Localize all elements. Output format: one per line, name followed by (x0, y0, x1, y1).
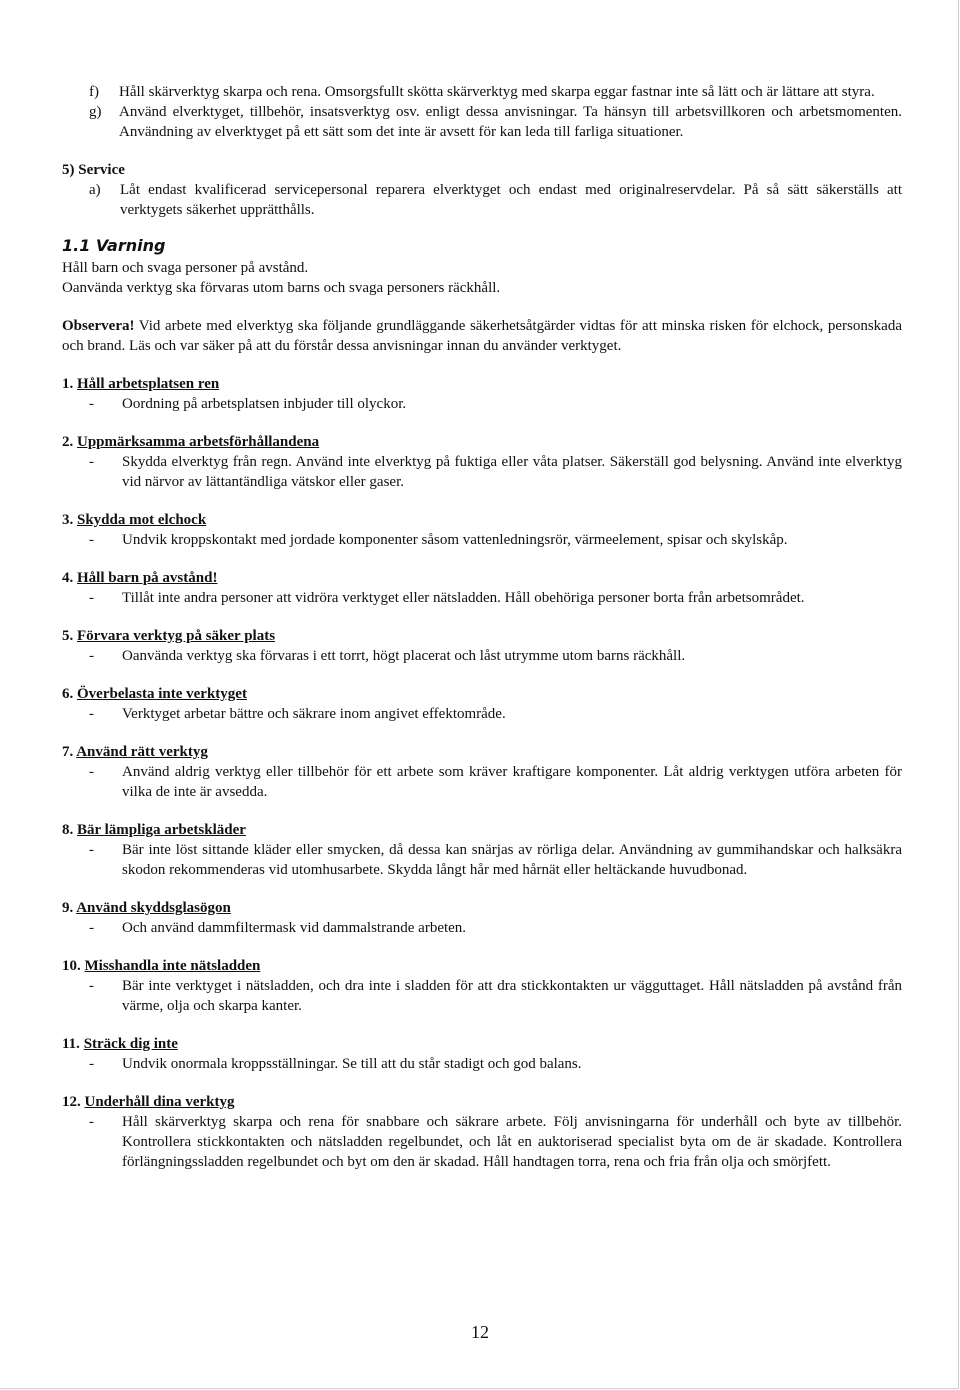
rule-title-text: Överbelasta inte verktyget (77, 686, 247, 702)
rule-item (62, 510, 902, 550)
list-text: Låt endast kvalificerad servicepersonal reparera elverktyget och endast med originalreservdelar. På så sätt säkerställs att verktygets säkerhet upprätthålls. (120, 182, 902, 218)
dash-marker: - (89, 764, 94, 780)
rule-title (62, 374, 902, 394)
rule-item (62, 626, 902, 666)
rule-item (62, 820, 902, 880)
dash-marker: - (89, 706, 94, 722)
rule-title-text: Förvara verktyg på säker plats (77, 628, 276, 644)
rule-number: 8. (62, 822, 74, 838)
rule-number: 12. (62, 1094, 81, 1110)
rule-title-text: Använd rätt verktyg (76, 744, 208, 760)
rule-title (62, 898, 902, 918)
rule-item (62, 684, 902, 724)
rule-text: Bär inte löst sittande kläder eller smycken, då dessa kan snärjas av rörliga delar. Användning av gummihandskar och halksäkra skodon rekommenderas vid utomhusarbete. Skydda långt hår med hårnät eller heltäckande huvudbonad. (122, 842, 902, 878)
dash-marker: - (89, 454, 94, 470)
dash-marker: - (89, 1114, 94, 1130)
rule-number: 4. (62, 570, 74, 586)
rule-title (62, 684, 902, 704)
rule-bullet (62, 394, 902, 414)
rule-bullet (62, 704, 902, 724)
service-item-a (62, 180, 902, 220)
list-item-g (62, 102, 902, 142)
list-label: a) (89, 182, 101, 198)
rule-item (62, 898, 902, 938)
rule-text: Undvik kroppskontakt med jordade komponenter såsom vattenledningsrör, värmeelement, spisar och skylskåp. (122, 532, 788, 548)
dash-marker: - (89, 648, 94, 664)
rule-title-text: Håll arbetsplatsen ren (77, 376, 220, 392)
list-label: f) (89, 84, 99, 100)
list-label: g) (89, 104, 102, 120)
rule-number: 6. (62, 686, 74, 702)
rule-title (62, 820, 902, 840)
rule-text: Oanvända verktyg ska förvaras i ett torrt, högt placerat och låst utrymme utom barns räckhåll. (122, 648, 686, 664)
dash-marker: - (89, 532, 94, 548)
rule-title-text: Underhåll dina verktyg (84, 1094, 235, 1110)
rule-number: 1. (62, 376, 74, 392)
rule-bullet (62, 976, 902, 1016)
rule-bullet (62, 530, 902, 550)
rule-title-text: Bär lämpliga arbetskläder (77, 822, 246, 838)
rule-number: 7. (62, 744, 74, 760)
rule-item (62, 568, 902, 608)
rule-title (62, 510, 902, 530)
rule-item (62, 1034, 902, 1074)
rule-text: Bär inte verktyget i nätsladden, och dra inte i sladden för att dra stickkontakten ur vägguttaget. Håll nätsladden på avstånd från värme, olja och skarpa kanter. (122, 978, 902, 1014)
rule-number: 11. (62, 1036, 80, 1052)
rule-text: Tillåt inte andra personer att vidröra verktyget eller nätsladden. Håll obehöriga personer borta från arbetsområdet. (122, 590, 805, 606)
service-section (62, 160, 902, 220)
rule-number: 9. (62, 900, 74, 916)
page-content (62, 82, 902, 1172)
rule-title (62, 432, 902, 452)
observe-label: Observera! (62, 318, 135, 334)
dash-marker: - (89, 842, 94, 858)
rule-item (62, 1092, 902, 1172)
rule-title-text: Sträck dig inte (83, 1036, 178, 1052)
rule-text: Använd aldrig verktyg eller tillbehör för ett arbete som kräver kraftigare komponenter. Låt aldrig verktygen utföra arbeten för vilka de inte är avsedda. (122, 764, 902, 800)
dash-marker: - (89, 1056, 94, 1072)
rule-title-text: Misshandla inte nätsladden (84, 958, 261, 974)
rule-text: Verktyget arbetar bättre och säkrare inom angivet effektområde. (122, 706, 506, 722)
rule-number: 3. (62, 512, 74, 528)
rule-item (62, 374, 902, 414)
rule-title (62, 742, 902, 762)
list-item-f (62, 82, 902, 102)
rule-text: Håll skärverktyg skarpa och rena för snabbare och säkrare arbete. Följ anvisningarna för underhåll och byte av tillbehör. Kontrollera stickkontakten och nätsladden regelbundet, och låt en auktoriserad specialist byta om de är skadade. Kontrollera förlängningssladden regelbundet och byt om den är skadad. Håll handtagen torra, rena och fria från olja och smörjfett. (122, 1114, 902, 1170)
warning-line-2: Oanvända verktyg ska förvaras utom barns och svaga personers räckhåll. (62, 280, 501, 296)
rule-bullet (62, 588, 902, 608)
rule-number: 5. (62, 628, 74, 644)
observe-text: Vid arbete med elverktyg ska följande grundläggande säkerhetsåtgärder vidtas för att minska risken för elchock, personskada och brand. Läs och var säker på att du förstår dessa anvisningar innan du använder verktyget. (62, 318, 902, 354)
rule-number: 10. (62, 958, 81, 974)
list-text: Håll skärverktyg skarpa och rena. Omsorgsfullt skötta skärverktyg med skarpa eggar fastnar inte så lätt och är lättare att styra. (119, 84, 875, 100)
rule-title (62, 1034, 902, 1054)
rule-title-text: Använd skyddsglasögon (76, 900, 231, 916)
dash-marker: - (89, 978, 94, 994)
dash-marker: - (89, 396, 94, 412)
rule-number: 2. (62, 434, 74, 450)
rule-text: Och använd dammfiltermask vid dammalstrande arbeten. (122, 920, 467, 936)
rule-bullet (62, 762, 902, 802)
service-heading: 5) Service (62, 162, 125, 178)
warning-line-1: Håll barn och svaga personer på avstånd. (62, 260, 309, 276)
rule-bullet (62, 840, 902, 880)
rule-title-text: Håll barn på avstånd! (77, 570, 218, 586)
rule-bullet (62, 452, 902, 492)
list-text: Använd elverktyget, tillbehör, insatsverktyg osv. enligt dessa anvisningar. Ta hänsyn till arbetsvillkoren och arbetsmomenten. Användning av elverktyget på ett sätt som det inte är avsett för kan leda till farliga situationer. (119, 104, 902, 140)
rule-bullet (62, 646, 902, 666)
rule-title (62, 626, 902, 646)
observe-paragraph (62, 316, 902, 356)
page-number: 12 (471, 1322, 489, 1342)
rule-bullet (62, 918, 902, 938)
rule-text: Oordning på arbetsplatsen inbjuder till olyckor. (122, 396, 407, 412)
rule-title-text: Uppmärksamma arbetsförhållandena (77, 434, 320, 450)
rule-title (62, 956, 902, 976)
warning-heading: 1.1 Varning (62, 236, 166, 255)
rule-title (62, 1092, 902, 1112)
rule-item (62, 742, 902, 802)
rule-item (62, 432, 902, 492)
dash-marker: - (89, 590, 94, 606)
rule-title (62, 568, 902, 588)
rule-bullet (62, 1112, 902, 1172)
rule-bullet (62, 1054, 902, 1074)
rule-item (62, 956, 902, 1016)
rule-text: Skydda elverktyg från regn. Använd inte elverktyg på fuktiga eller våta platser. Säkerställ god belysning. Använd inte elverktyg vid närvor av lättantändliga vätskor eller gaser. (122, 454, 902, 490)
rule-text: Undvik onormala kroppsställningar. Se till att du står stadigt och god balans. (122, 1056, 582, 1072)
dash-marker: - (89, 920, 94, 936)
rule-title-text: Skydda mot elchock (77, 512, 207, 528)
